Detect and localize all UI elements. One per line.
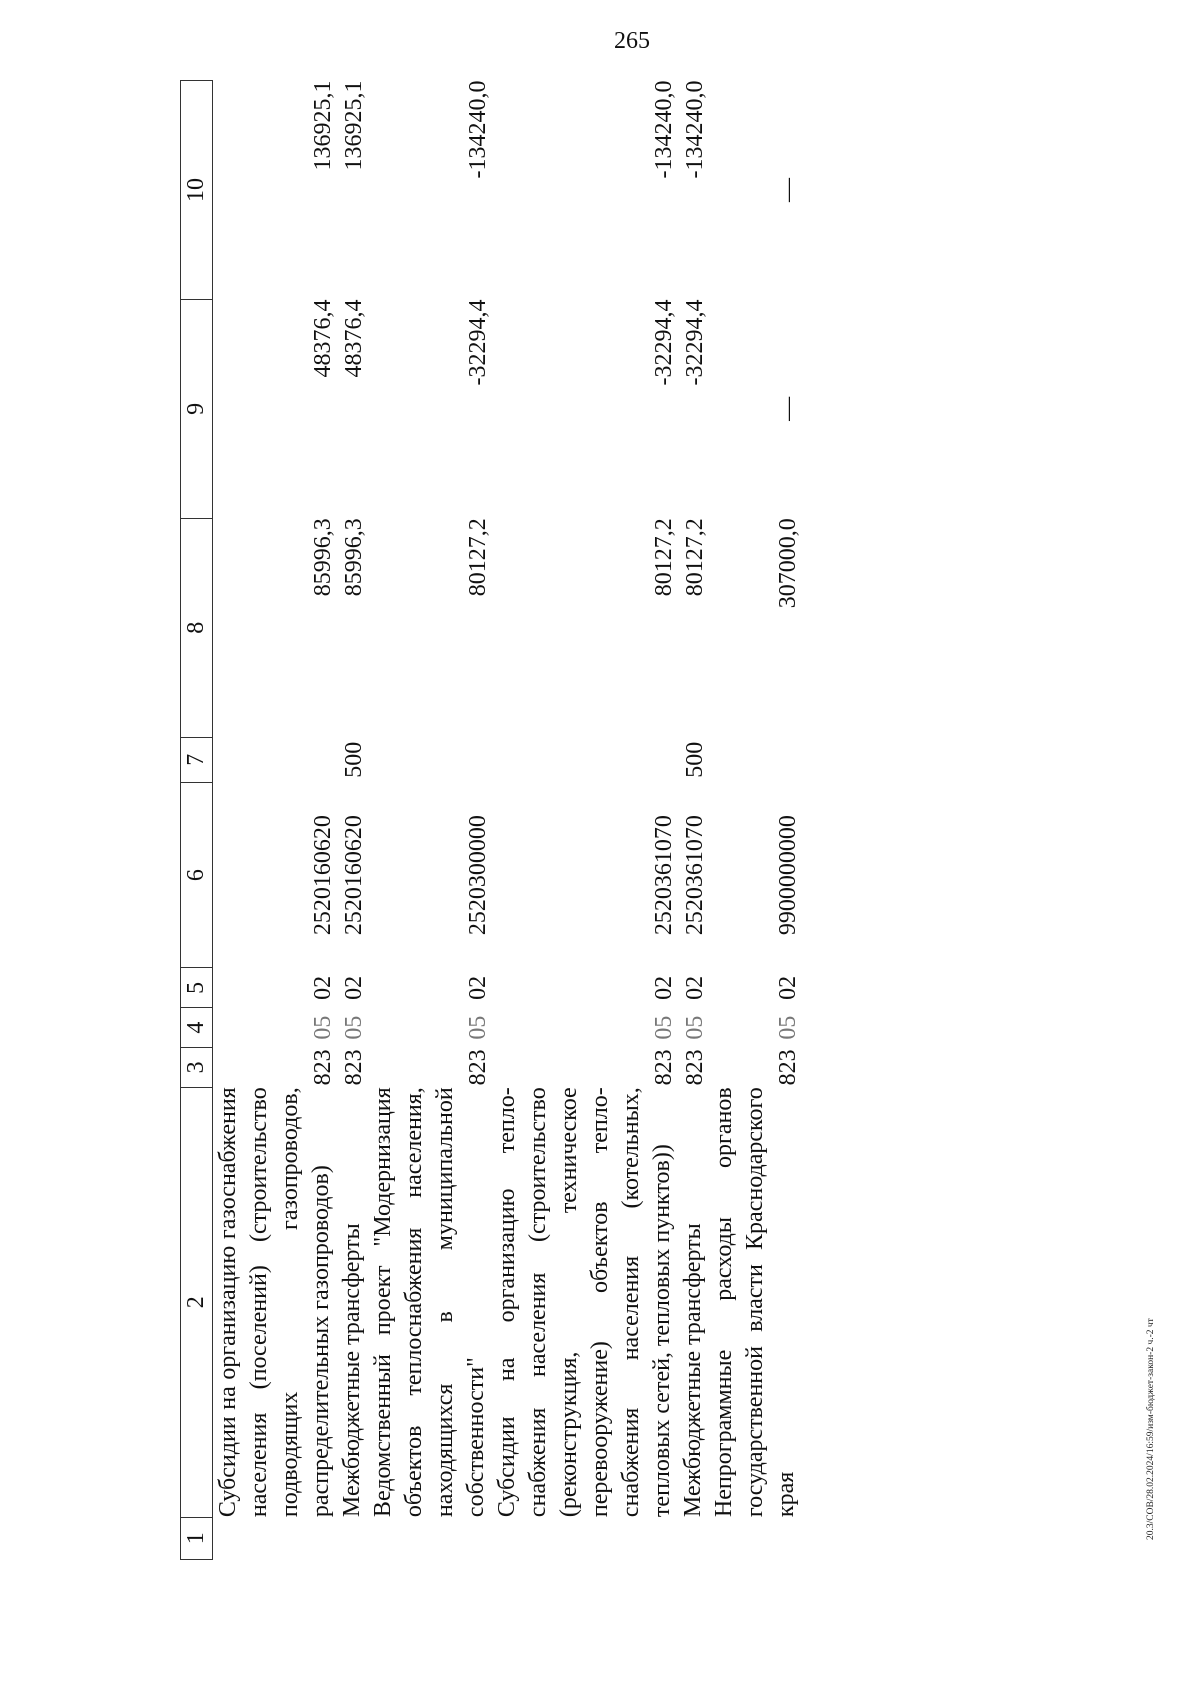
expense-name: Межбюджетные трансферты: [680, 1223, 706, 1518]
row-number-cell: [492, 1517, 678, 1559]
subsection-code: 02: [651, 975, 677, 1000]
column-header: 8: [181, 518, 213, 737]
subsection-code: 02: [465, 975, 491, 1000]
amount-col10: —: [775, 177, 801, 202]
column-header: 6: [181, 782, 213, 968]
expense-name: Субсидии на организацию теплоснабжения населения (строительство (реконструкция, техническое перевооружение) объектов теплоснабжения населения (котельных, тепловых сетей, тепловых пунктов)): [494, 1087, 675, 1518]
page-number: 265: [614, 28, 650, 54]
amount-col8: 80127,2: [682, 518, 708, 597]
amount-col10: 136925,1: [341, 80, 367, 171]
target-article-code: 2520361070: [682, 815, 708, 936]
subsection-code: 02: [310, 975, 336, 1000]
section-code: 05: [775, 1015, 801, 1040]
target-article-code: 9900000000: [775, 815, 801, 936]
amount-col8: 80127,2: [465, 518, 491, 597]
row-number-cell: [337, 1517, 368, 1559]
expense-type-code: [213, 737, 338, 782]
ministry-code: 823: [651, 1049, 677, 1086]
row-number-cell: [213, 1517, 338, 1559]
ministry-code: 823: [465, 1049, 491, 1086]
table-row: [678, 81, 709, 1560]
section-code: 05: [682, 1015, 708, 1040]
amount-col9: —: [775, 396, 801, 421]
amount-col8: 85996,3: [341, 518, 367, 597]
expense-type-code: 500: [682, 741, 708, 778]
row-number-cell: [709, 1517, 802, 1559]
section-code: 05: [651, 1015, 677, 1040]
rotated-table-container: [180, 80, 802, 1560]
column-header: 10: [181, 81, 213, 300]
table-row: [709, 81, 802, 1560]
expense-type-code: [368, 737, 492, 782]
subsection-code: 02: [341, 975, 367, 1000]
table-row: [368, 81, 492, 1560]
ministry-code: 823: [775, 1049, 801, 1086]
amount-col9: 48376,4: [341, 299, 367, 378]
target-article-code: 2520361070: [651, 815, 677, 936]
table-row: [337, 81, 368, 1560]
ministry-code: 823: [682, 1049, 708, 1086]
section-code: 05: [465, 1015, 491, 1040]
amount-col10: 136925,1: [310, 80, 336, 171]
ministry-code: 823: [341, 1049, 367, 1086]
column-header: 1: [181, 1517, 213, 1559]
column-number-row: [181, 81, 213, 1560]
amount-col10: -134240,0: [651, 80, 677, 179]
amount-col9: -32294,4: [682, 299, 708, 386]
expense-type-code: [709, 737, 802, 782]
amount-col10: -134240,0: [465, 80, 491, 179]
target-article-code: 2520160620: [310, 815, 336, 936]
subsection-code: 02: [775, 975, 801, 1000]
column-header: 3: [181, 1048, 213, 1088]
document-code: 20.3/СОВ/28.02.2024/16:59/изм-бюджет-закон-2 ч.-2 чт: [1146, 1318, 1156, 1540]
column-header: 5: [181, 968, 213, 1008]
amount-col8: 85996,3: [310, 518, 336, 597]
expense-name: Субсидии на организацию газоснабжения населения (поселений) (строительство подводящих газопроводов, распределительных газопроводов): [215, 1087, 334, 1518]
amount-col8: 80127,2: [651, 518, 677, 597]
budget-table: [180, 80, 802, 1560]
target-article-code: 2520300000: [465, 815, 491, 936]
amount-col8: 307000,0: [775, 518, 801, 609]
amount-col9: 48376,4: [310, 299, 336, 378]
expense-name: Непрограммные расходы органов государственной власти Краснодарского края: [711, 1087, 799, 1518]
table-row: [213, 81, 338, 1560]
target-article-code: 2520160620: [341, 815, 367, 936]
expense-type-code: [492, 737, 678, 782]
column-header: 9: [181, 299, 213, 518]
amount-col9: -32294,4: [651, 299, 677, 386]
row-number-cell: [678, 1517, 709, 1559]
section-code: 05: [341, 1015, 367, 1040]
expense-name: Ведомственный проект "Модернизация объектов теплоснабжения населения, находящихся в муниципальной собственности": [370, 1087, 489, 1518]
table-row: [492, 81, 678, 1560]
section-code: 05: [310, 1015, 336, 1040]
row-number-cell: [368, 1517, 492, 1559]
amount-col10: -134240,0: [682, 80, 708, 179]
ministry-code: 823: [310, 1049, 336, 1086]
column-header: 2: [181, 1087, 213, 1517]
expense-type-code: 500: [341, 741, 367, 778]
column-header: 4: [181, 1008, 213, 1048]
amount-col9: -32294,4: [465, 299, 491, 386]
column-header: 7: [181, 737, 213, 782]
subsection-code: 02: [682, 975, 708, 1000]
expense-name: Межбюджетные трансферты: [339, 1223, 365, 1518]
